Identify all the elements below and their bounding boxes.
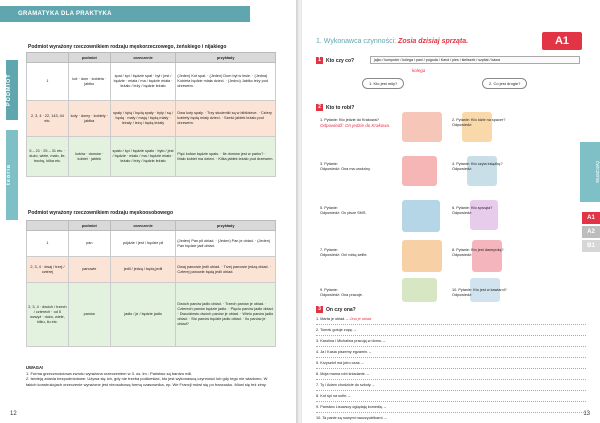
cell-num: 5 – 21 · 25 – 31 etc. · dużo, wiele, mało, ile, trochę, kilka etc. — [27, 137, 69, 177]
cell-predicate: jedli / jedzą / będą jedli — [110, 257, 176, 283]
table2-header-2: orzeczenie — [110, 221, 176, 231]
cell-examples: Dwa koty spały. · Trzy studentki są w bibliotece. · Cztery kobiety będą miały dzieci. · Sześć jabłek leżało pod drzewem. — [176, 101, 276, 137]
cell-num: 2, 3, 4 · dwóch / trzech / czterech · od 5 wzwyż · dużo, wiele, kilku, ilu etc. — [27, 283, 69, 347]
side-tab-teoria: teoria — [6, 130, 18, 220]
cell-num: 1 — [27, 63, 69, 101]
section3 — [316, 306, 586, 423]
section-number-icon: 2 — [316, 104, 323, 111]
answer-line[interactable]: 2. Tomek gotuje zupę. – — [316, 325, 586, 336]
table-row — [27, 283, 276, 347]
table1-header-3: przykłady — [176, 53, 276, 63]
question-item-7: 7. Pytanie: Odpowiedź: Oni robią selfie. — [320, 248, 368, 257]
question-item-6: 6. Pytanie: Kto sprząta? Odpowiedź: — [452, 206, 493, 215]
exercise-subtitle: Zosia dzisiaj sprząta. — [398, 38, 469, 45]
cell-num: 2, 3, 4 · dwaj / trzej / czterej — [27, 257, 69, 283]
page-number: 13 — [583, 411, 590, 417]
cell-examples: Pięć kotów będzie spało. · Ile domów jest w parku? · Mało kobiet ma dzieci. · Kilka jabłek leżało pod drzewem. — [176, 137, 276, 177]
cell-subject: panowie — [68, 257, 110, 283]
table2-title: Podmiot wyrażony rzeczownikiem rodzaju męskoosobowego — [28, 210, 174, 216]
table-row — [27, 257, 276, 283]
table-row — [27, 101, 276, 137]
answer-line[interactable]: 8. Kot śpi na sofie. – — [316, 391, 586, 402]
notes-title: UWAGA! — [26, 365, 44, 370]
notes-box — [26, 365, 276, 387]
note-item: 2. Istnieją zdania bezpodmiotowe. Używa się ich, gdy nie trzeba podkreślać, kto jest wykonawcą czynności lub gdy tego nie wiadomo. W takich konstrukcjach orzeczenie wyrażone jest nieosobową formą czasownika, np. We Francji mówi się po francusku. Mówi się też zimy. — [26, 376, 268, 387]
question-item-5: 5. Pytanie: Odpowiedź: On pisze SMS. — [320, 206, 367, 215]
question-item-2: 2. Pytanie: Kto idzie na spacer? Odpowiedź: — [452, 118, 506, 127]
cell-subject: kot · dom · kobieta · jabłko — [68, 63, 110, 101]
note-item: 1. Forma grzecznościowa zwrotu wyrażona orzeczeniem w 3. os. lm.: Państwo są bardzo mili. — [26, 371, 193, 377]
section-number-icon: 1 — [316, 57, 323, 64]
level-tab-a2: A2 — [582, 226, 600, 238]
answer-line[interactable]: 10. Ta panie są nowymi nauczycielkami. – — [316, 413, 586, 423]
page-header: GRAMATYKA DLA PRAKTYKA — [0, 6, 250, 22]
cell-num: 2, 3, 4 · 22, 143, 44 etc. — [27, 101, 69, 137]
section1-label: 1 Kto czy co? — [316, 57, 354, 64]
answer-line[interactable]: 7. Ty i Adam chodzicie do szkoły. – — [316, 380, 586, 391]
word-bank: jajko / komputer / kolega / pani / pogoda / Karol / pies / kieliszek / szpital / kawa — [370, 56, 580, 64]
table1-header-2: orzeczenie — [110, 53, 176, 63]
section3-label: 3 On czy ona? — [316, 306, 586, 313]
left-page — [0, 0, 298, 423]
cell-subject: kotów · domów · kobiet · jabłek — [68, 137, 110, 177]
question-item-9: 9. Pytanie: Odpowiedź: Ona pracuje. — [320, 288, 363, 297]
table1-title: Podmiot wyrażony rzeczownikiem rodzaju męskorzeczowego, żeńskiego i nijakiego — [28, 44, 227, 50]
exercise-title-text: 1. Wykonawca czynności: — [316, 38, 397, 45]
right-page — [302, 0, 600, 423]
side-strip-cwiczenia: ćwiczenia — [580, 142, 600, 202]
cell-examples: Dwaj panowie jedli obiad. · Trzej panowie jedzą obiad. · Czterej panowie będą jedli obiad. — [176, 257, 276, 283]
cell-subject: pan — [68, 231, 110, 257]
table-row — [27, 63, 276, 101]
cell-examples: Dwóch panów jadło obiad. · Trzech panów je obiad. · Czterech panów będzie jadło. · Pięciu panów jadło obiad. · Dwudziestu dwóch panów je obiad. · Wielu panów jadło obiad. · Sto panów będzie jadło obiad. · Ilu panów je obiad? — [176, 283, 276, 347]
cell-predicate: spał / śpi / będzie spał · był / jest / będzie · miała / ma / będzie miała · leżało / leży / będzie leżało — [110, 63, 176, 101]
answer-line[interactable]: 1. Marta je obiad. – Ona je obiad. — [316, 314, 586, 325]
table2-header-3: przykłady — [176, 221, 276, 231]
question-item-8: 8. Pytanie: Kto jest daneyrolą? Odpowiedź: — [452, 248, 504, 257]
table2 — [26, 220, 276, 347]
answer-line[interactable]: 3. Karolina i Michalina pracują w domu. – — [316, 336, 586, 347]
table1 — [26, 52, 276, 177]
table-row — [27, 137, 276, 177]
answer-line[interactable]: 6. Moja mama robi śniadanie. – — [316, 369, 586, 380]
level-badge: A1 — [542, 32, 582, 50]
answer-line[interactable]: 9. Państwo Lisowscy oglądają komedię. – — [316, 402, 586, 413]
answer-line[interactable]: 5. Krzysztof ma jutro czas. – — [316, 358, 586, 369]
speech-bubble-2: 2. Co jest drogie? — [482, 78, 527, 89]
table1-header-0 — [27, 53, 69, 63]
page-number: 12 — [10, 411, 17, 417]
section2-label: 2 Kto to robi? — [316, 104, 354, 111]
cell-predicate: spało / śpi / będzie spało · było / jest / będzie · miało / ma / będzie miało · leżało / leży / będzie leżało — [110, 137, 176, 177]
cell-predicate: jadło / je / będzie jadło — [110, 283, 176, 347]
cell-predicate: pójdzie / jest / będzie pił — [110, 231, 176, 257]
table2-header-0 — [27, 221, 69, 231]
table1-header-1: podmiot — [68, 53, 110, 63]
question-item-1: 1. Pytanie: Kto jedzie do Krakowa? Odpowiedź: On jedzie do Krakowa. — [320, 118, 391, 128]
cell-examples: (Jeden) Pan pił obiad. · (Jeden) Pan je obiad. · (Jeden) Pan będzie jadł obiad. — [176, 231, 276, 257]
question-item-4: 4. Pytanie: Kto czyta książkę? Odpowiedź: — [452, 162, 503, 171]
question-item-10: 10. Pytanie: Kto jest w kawiarni? Odpowiedź: — [452, 288, 507, 297]
cell-examples: (Jeden) Kot spał. · (Jeden) Dom był w lesie. · (Jedna) Kobieta będzie miała dzieci. · (Jedno) Jabłko leży pod drzewem. — [176, 63, 276, 101]
table2-header-1: podmiot — [68, 221, 110, 231]
illustration-sms — [402, 200, 440, 232]
speech-bubble-1: 1. Kto jest miły? — [362, 78, 404, 89]
cell-predicate: spały / śpią / będą spały · były / są / będą · mały / mają / będą miały · leżały / leżą / będą leżały — [110, 101, 176, 137]
answer-line[interactable]: 4. Ja i Kasia piszemy egzamin. – — [316, 347, 586, 358]
cell-subject: panów — [68, 283, 110, 347]
cell-num: 1 — [27, 231, 69, 257]
question-item-3: 3. Pytanie: Odpowiedź: Ona ma urodziny. — [320, 162, 371, 171]
table-row — [27, 231, 276, 257]
cell-subject: koty · domy · kobiety · jabłka — [68, 101, 110, 137]
section-number-icon: 3 — [316, 306, 323, 313]
side-tab-podmiot: PODMIOT — [6, 60, 18, 120]
level-tab-a1: A1 — [582, 212, 600, 224]
level-tab-b1: B1 — [582, 240, 600, 252]
exercise-title — [316, 38, 468, 45]
answer-word: kolega — [412, 68, 426, 73]
